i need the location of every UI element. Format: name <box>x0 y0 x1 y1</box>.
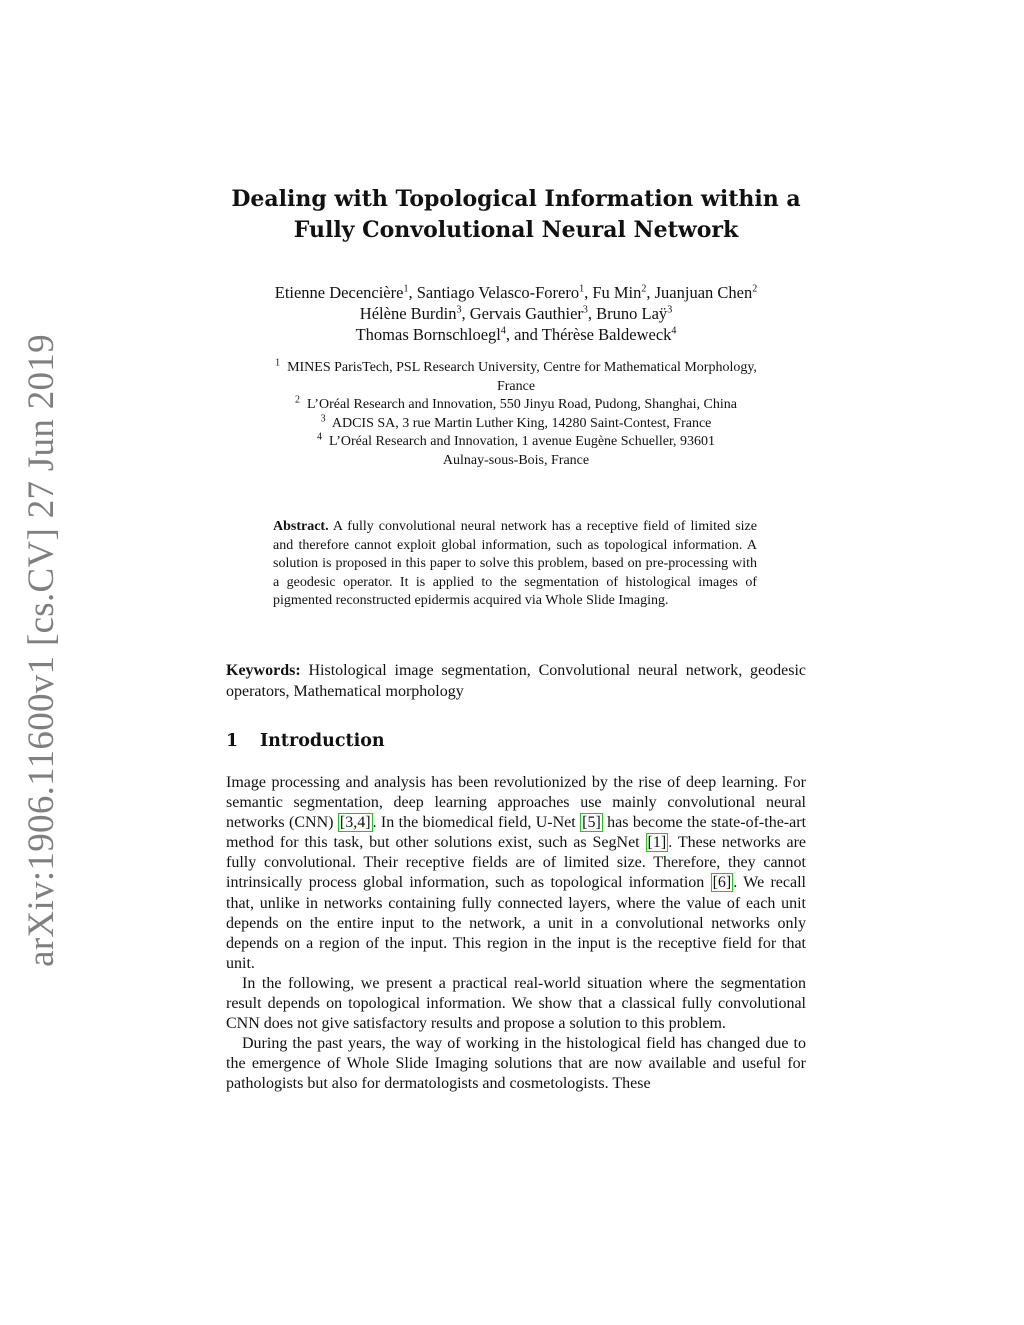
author-line-2: Hélène Burdin$^3$, Gervais Gauthier$^3$, Bruno Laÿ$^3$ <box>359 304 673 323</box>
affiliation-1: $^1$ MINES ParisTech, PSL Research University, Centre for Mathematical Morphology, <box>275 357 757 375</box>
paper-title <box>216 184 816 246</box>
affiliation-list <box>226 359 806 471</box>
section-number: 1 <box>226 731 239 751</box>
author-affiliation-mark: 3 <box>667 304 673 316</box>
author-affiliation-mark: 2 <box>641 283 647 295</box>
author-name: Bruno Laÿ <box>596 304 668 323</box>
author-name: Thérèse Baldeweck <box>541 325 672 344</box>
affiliation-4: $^4$ L’Oréal Research and Innovation, 1 avenue Eugène Schueller, 93601 <box>316 431 716 450</box>
affiliation-1-continued: France <box>496 378 536 394</box>
author-name: Thomas Bornschloegl <box>355 325 501 344</box>
author-affiliation-mark: 1 <box>579 283 585 295</box>
affiliation-4-continued: Aulnay-sous-Bois, France <box>442 452 590 468</box>
author-affiliation-mark: 3 <box>582 304 588 316</box>
arxiv-identifier: arXiv:1906.11600v1 [cs.CV] 27 Jun 2019 <box>20 333 62 967</box>
author-name: Santiago Velasco-Forero <box>416 283 580 302</box>
keywords-label: Keywords: <box>226 662 301 679</box>
section-body <box>226 773 806 1095</box>
section-heading <box>226 731 806 751</box>
paragraph-3: During the past years, the way of working in the histological field has changed due to the emergence of Whole Slide Imaging solutions that are now available and useful for pathologists but also for dermatologists and cosmetologists. These <box>226 1035 806 1093</box>
author-affiliation-mark: 3 <box>456 304 462 316</box>
author-name: Fu Min <box>592 283 642 302</box>
arxiv-sidebar-stamp <box>2 333 80 967</box>
abstract-text: A fully convolutional neural network has a receptive field of limited size and therefore cannot exploit global information, such as topological information. A solution is proposed in this paper to solve this problem, based on pre-processing with a geodesic operator. It is applied to the segmentation of histological images of pigmented reconstructed epidermis acquired via Whole Slide Imaging. <box>273 519 757 609</box>
paragraph-1: Image processing and analysis has been revolutionized by the rise of deep learning. For semantic segmentation, deep learning approaches use mainly convolutional neural networks (CNN) [3,4] . In the biomedical field, U-Net [5] has become the state-of-the-art method for this task, but other solutions exist, such as SegNet [1] . These networks are fully convolutional. Their receptive fields are of limited size. Therefore, they cannot intrinsically process global information, such as topological information [6] . We recall that, unlike in networks containing fully connected layers, where the value of each unit depends on the entire input to the network, a unit in a convolutional networks only depends on a region of the input. This region in the input is the receptive field for that unit. <box>226 774 807 972</box>
citation-link[interactable]: [6] <box>712 874 732 892</box>
title-line-1: Dealing with Topological Information within a <box>231 186 801 212</box>
citation-link[interactable]: [3,4] <box>339 814 371 832</box>
abstract-label: Abstract. <box>273 519 329 534</box>
section-title: Introduction <box>260 731 385 751</box>
author-affiliation-mark: 4 <box>671 325 677 337</box>
author-list <box>226 282 806 345</box>
keywords <box>226 661 806 702</box>
author-affiliation-mark: 2 <box>752 283 758 295</box>
author-name: Etienne Decencière <box>274 283 404 302</box>
author-affiliation-mark: 4 <box>500 325 506 337</box>
author-affiliation-mark: 1 <box>403 283 409 295</box>
abstract <box>273 518 757 611</box>
affiliation-3: $^3$ ADCIS SA, 3 rue Martin Luther King, 14280 Saint-Contest, France <box>320 413 712 431</box>
paragraph-2: In the following, we present a practical real-world situation where the segmentation result depends on topological information. We show that a classical fully convolutional CNN does not give satisfactory results and propose a solution to this problem. <box>226 974 806 1033</box>
author-name: Juanjuan Chen <box>654 283 753 302</box>
citation-link[interactable]: [5] <box>582 814 601 832</box>
affiliation-2: $^2$ L’Oréal Research and Innovation, 550 Jinyu Road, Pudong, Shanghai, China <box>295 394 737 413</box>
author-line-1: Etienne Decencière$^1$, Santiago Velasco-Forero$^1$, Fu Min$^2$, Juanjuan Chen$^2$ <box>274 283 758 302</box>
citation-link[interactable]: [1] <box>647 834 667 852</box>
author-name: Hélène Burdin <box>359 304 457 323</box>
author-name: Gervais Gauthier <box>469 304 583 323</box>
keywords-text: Histological image segmentation, Convolutional neural network, geodesic operators, Mathematical morphology <box>226 662 806 700</box>
author-line-3: Thomas Bornschloegl$^4$, and Thérèse Baldeweck$^4$ <box>355 325 677 344</box>
title-line-2: Fully Convolutional Neural Network <box>293 217 739 243</box>
